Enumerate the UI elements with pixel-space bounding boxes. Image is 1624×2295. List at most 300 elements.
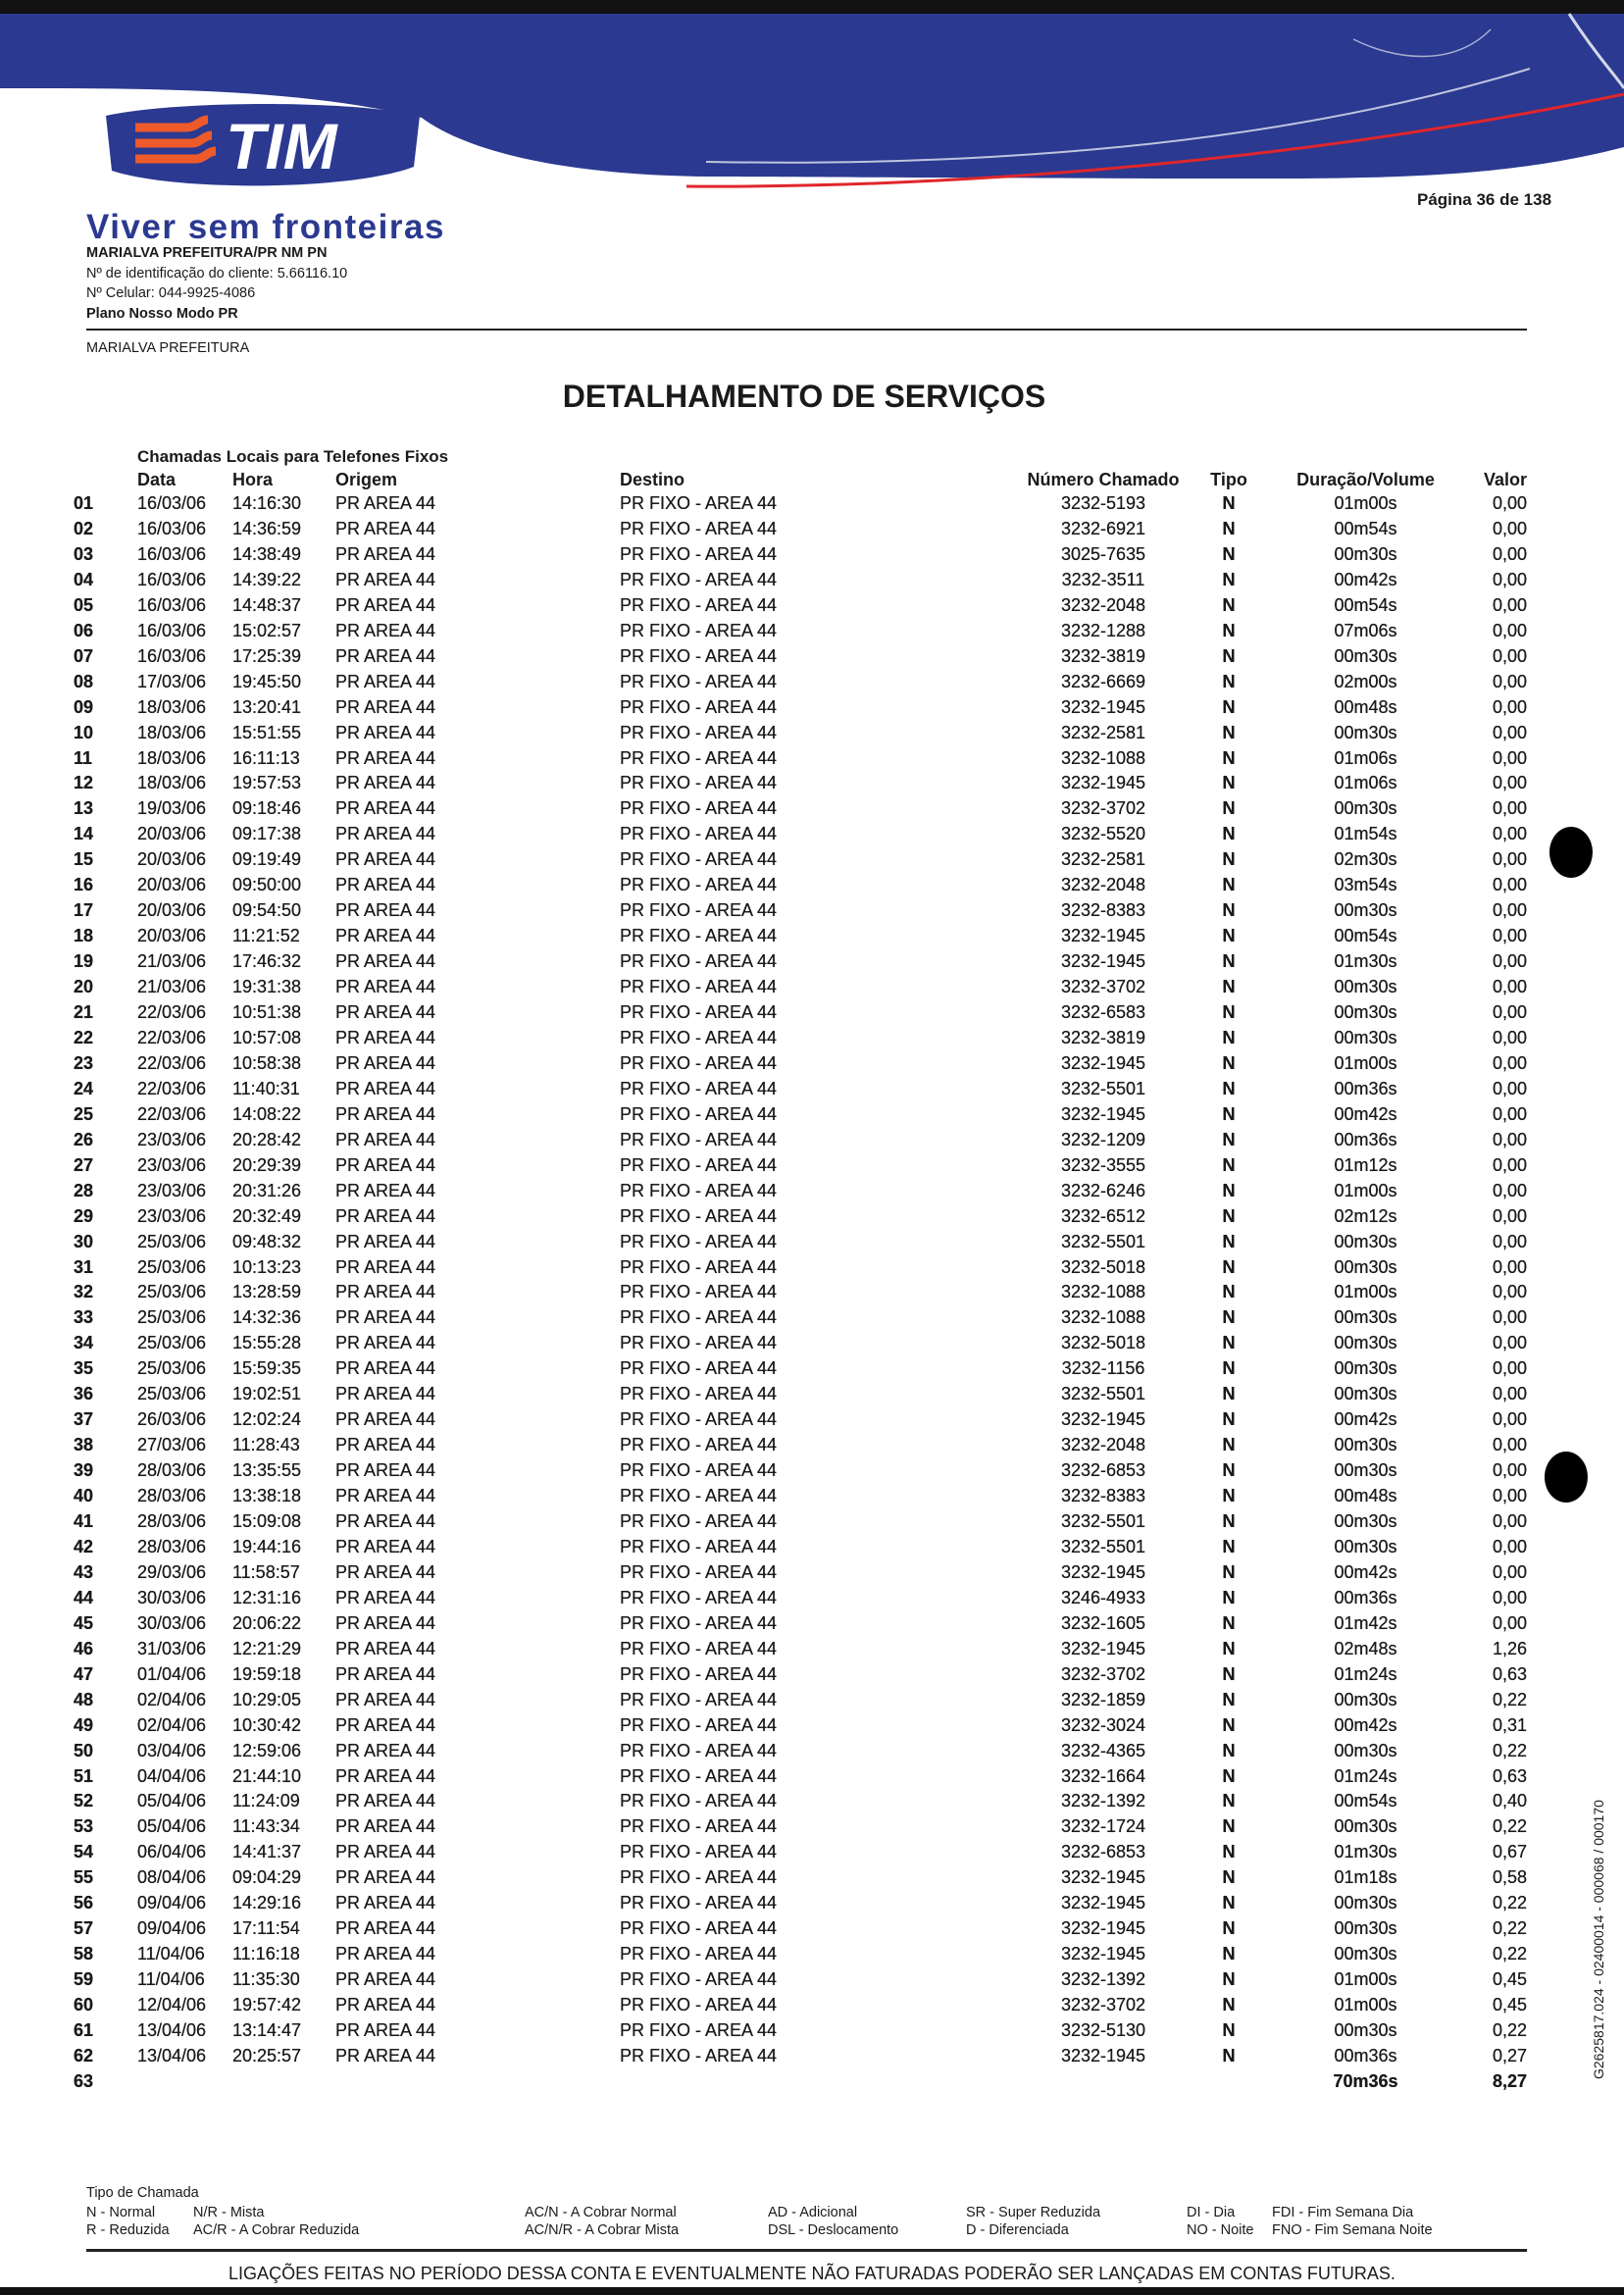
origin: PR AREA 44: [335, 1587, 436, 1607]
origin: PR AREA 44: [335, 1384, 436, 1404]
date: 20/03/06: [137, 900, 207, 921]
duration: 00m30s: [1334, 1740, 1397, 1760]
duration: 01m42s: [1334, 1612, 1397, 1633]
called-number: 3232-1945: [1060, 1944, 1146, 1964]
called-number: 3232-6246: [1060, 1180, 1146, 1200]
called-number: 3232-8383: [1060, 900, 1146, 921]
duration: 00m36s: [1334, 1078, 1397, 1098]
destination: PR FIXO - AREA 44: [620, 1460, 778, 1481]
origin: PR AREA 44: [335, 875, 436, 895]
value: 0,00: [1492, 1333, 1527, 1353]
origin: PR AREA 44: [335, 2045, 436, 2066]
value: 0,00: [1492, 1511, 1527, 1531]
punch-hole: [1545, 1452, 1588, 1503]
destination: PR FIXO - AREA 44: [620, 671, 778, 691]
called-number: 3232-2048: [1060, 1435, 1146, 1455]
duration: 00m30s: [1334, 1460, 1397, 1481]
row-number: 27: [74, 1154, 94, 1175]
call-type: N: [1222, 1714, 1236, 1735]
date: 16/03/06: [137, 645, 207, 666]
duration: 00m30s: [1334, 1536, 1397, 1556]
time: 11:24:09: [232, 1791, 300, 1811]
date: 22/03/06: [137, 1052, 207, 1073]
row-number: 44: [74, 1587, 94, 1607]
destination: PR FIXO - AREA 44: [620, 722, 778, 742]
origin: PR AREA 44: [335, 1944, 436, 1964]
origin: PR AREA 44: [335, 1256, 436, 1277]
account-name: MARIALVA PREFEITURA: [86, 340, 250, 356]
called-number: 3232-5018: [1060, 1333, 1146, 1353]
value: 0,00: [1492, 1587, 1527, 1607]
duration: 00m30s: [1334, 1307, 1397, 1328]
destination: PR FIXO - AREA 44: [620, 977, 778, 997]
call-type: N: [1222, 1384, 1236, 1404]
destination: PR FIXO - AREA 44: [620, 1893, 778, 1913]
row-number: 51: [74, 1765, 94, 1786]
row-number: 28: [74, 1180, 94, 1200]
col-header-duracao: Duração/Volume: [1296, 470, 1435, 489]
value: 0,00: [1492, 747, 1527, 768]
date: 23/03/06: [137, 1129, 207, 1149]
duration: 00m30s: [1334, 645, 1397, 666]
call-type: N: [1222, 849, 1236, 870]
time: 11:40:31: [232, 1078, 300, 1098]
time: 20:31:26: [232, 1180, 302, 1200]
date: 25/03/06: [137, 1333, 207, 1353]
destination: PR FIXO - AREA 44: [620, 798, 778, 819]
value: 0,00: [1492, 798, 1527, 819]
legend-item: AD - Adicional: [768, 2205, 858, 2220]
destination: PR FIXO - AREA 44: [620, 1129, 778, 1149]
called-number: 3232-1945: [1060, 1409, 1146, 1430]
call-type: N: [1222, 1536, 1236, 1556]
value: 0,00: [1492, 1561, 1527, 1582]
destination: PR FIXO - AREA 44: [620, 2020, 778, 2040]
date: 09/04/06: [137, 1893, 207, 1913]
date: 28/03/06: [137, 1460, 207, 1481]
called-number: 3232-1945: [1060, 1893, 1146, 1913]
value: 0,00: [1492, 824, 1527, 844]
row-number: 19: [74, 951, 94, 972]
row-number: 52: [74, 1791, 94, 1811]
date: 21/03/06: [137, 977, 207, 997]
called-number: 3232-3819: [1060, 1027, 1146, 1047]
called-number: 3232-3511: [1061, 569, 1145, 589]
call-type: N: [1222, 2020, 1236, 2040]
call-type: N: [1222, 1409, 1236, 1430]
value: 0,00: [1492, 1205, 1527, 1226]
origin: PR AREA 44: [335, 1078, 436, 1098]
called-number: 3232-5130: [1060, 2020, 1146, 2040]
destination: PR FIXO - AREA 44: [620, 1307, 778, 1328]
time: 12:31:16: [232, 1587, 302, 1607]
duration: 00m54s: [1334, 926, 1397, 946]
time: 10:57:08: [232, 1027, 302, 1047]
time: 10:13:23: [232, 1256, 302, 1277]
duration: 00m42s: [1334, 1714, 1397, 1735]
date: 22/03/06: [137, 1078, 207, 1098]
origin: PR AREA 44: [335, 1282, 436, 1302]
call-type: N: [1222, 1511, 1236, 1531]
row-number: 57: [74, 1918, 94, 1939]
duration: 01m18s: [1334, 1867, 1397, 1888]
row-number: 16: [74, 875, 94, 895]
duration: 00m30s: [1334, 1689, 1397, 1709]
call-type: N: [1222, 747, 1236, 768]
value: 0,27: [1492, 2045, 1527, 2066]
destination: PR FIXO - AREA 44: [620, 1435, 778, 1455]
value: 0,00: [1492, 1435, 1527, 1455]
call-type: N: [1222, 1256, 1236, 1277]
date: 08/04/06: [137, 1867, 207, 1888]
cell-number: Nº Celular: 044-9925-4086: [86, 285, 256, 301]
date: 18/03/06: [137, 722, 207, 742]
time: 11:21:52: [232, 926, 300, 946]
destination: PR FIXO - AREA 44: [620, 773, 778, 793]
called-number: 3232-1392: [1060, 1791, 1146, 1811]
row-number: 53: [74, 1816, 94, 1837]
called-number: 3232-6583: [1060, 1002, 1146, 1022]
origin: PR AREA 44: [335, 594, 436, 615]
destination: PR FIXO - AREA 44: [620, 1714, 778, 1735]
call-type: N: [1222, 1231, 1236, 1251]
destination: PR FIXO - AREA 44: [620, 1282, 778, 1302]
origin: PR AREA 44: [335, 1740, 436, 1760]
date: 16/03/06: [137, 543, 207, 564]
duration: 00m30s: [1334, 1816, 1397, 1837]
row-number: 32: [74, 1282, 94, 1302]
value: 0,00: [1492, 1052, 1527, 1073]
date: 25/03/06: [137, 1358, 207, 1379]
destination: PR FIXO - AREA 44: [620, 1995, 778, 2015]
duration: 01m00s: [1334, 1995, 1397, 2015]
row-number: 12: [74, 773, 94, 793]
duration: 00m30s: [1334, 1358, 1397, 1379]
origin: PR AREA 44: [335, 518, 436, 538]
called-number: 3232-3702: [1060, 798, 1146, 819]
call-type: N: [1222, 1587, 1236, 1607]
value: 0,00: [1492, 1307, 1527, 1328]
origin: PR AREA 44: [335, 747, 436, 768]
punch-hole: [1549, 827, 1593, 878]
total-value: 8,27: [1492, 2071, 1527, 2091]
destination: PR FIXO - AREA 44: [620, 1180, 778, 1200]
destination: PR FIXO - AREA 44: [620, 849, 778, 870]
time: 20:25:57: [232, 2045, 302, 2066]
row-number: 13: [74, 798, 94, 819]
origin: PR AREA 44: [335, 1561, 436, 1582]
value: 0,00: [1492, 594, 1527, 615]
call-type: N: [1222, 1689, 1236, 1709]
row-number: 61: [74, 2020, 94, 2040]
destination: PR FIXO - AREA 44: [620, 1816, 778, 1837]
value: 0,00: [1492, 1612, 1527, 1633]
called-number: 3232-3702: [1060, 977, 1146, 997]
destination: PR FIXO - AREA 44: [620, 824, 778, 844]
call-type: N: [1222, 1638, 1236, 1658]
time: 09:50:00: [232, 875, 302, 895]
row-number: 60: [74, 1995, 94, 2015]
duration: 01m24s: [1334, 1663, 1397, 1684]
call-type: N: [1222, 1460, 1236, 1481]
row-number: 49: [74, 1714, 94, 1735]
date: 25/03/06: [137, 1282, 207, 1302]
origin: PR AREA 44: [335, 1536, 436, 1556]
origin: PR AREA 44: [335, 1205, 436, 1226]
called-number: 3232-2581: [1060, 849, 1146, 870]
time: 15:02:57: [232, 620, 302, 640]
time: 20:06:22: [232, 1612, 302, 1633]
date: 04/04/06: [137, 1765, 207, 1786]
duration: 01m06s: [1334, 773, 1397, 793]
duration: 00m30s: [1334, 722, 1397, 742]
origin: PR AREA 44: [335, 645, 436, 666]
called-number: 3232-1605: [1060, 1612, 1146, 1633]
called-number: 3232-5018: [1060, 1256, 1146, 1277]
time: 09:54:50: [232, 900, 302, 921]
origin: PR AREA 44: [335, 1460, 436, 1481]
destination: PR FIXO - AREA 44: [620, 1486, 778, 1506]
time: 09:19:49: [232, 849, 302, 870]
time: 15:51:55: [232, 722, 302, 742]
destination: PR FIXO - AREA 44: [620, 1587, 778, 1607]
duration: 00m30s: [1334, 1027, 1397, 1047]
date: 18/03/06: [137, 773, 207, 793]
footer-divider: [86, 2249, 1527, 2252]
destination: PR FIXO - AREA 44: [620, 747, 778, 768]
duration: 01m24s: [1334, 1765, 1397, 1786]
called-number: 3232-6853: [1060, 1460, 1146, 1481]
origin: PR AREA 44: [335, 1995, 436, 2015]
col-header-tipo: Tipo: [1210, 470, 1247, 489]
time: 19:44:16: [232, 1536, 302, 1556]
duration: 00m30s: [1334, 977, 1397, 997]
row-number: 20: [74, 977, 94, 997]
value: 0,00: [1492, 722, 1527, 742]
origin: PR AREA 44: [335, 1612, 436, 1633]
value: 0,22: [1492, 1893, 1527, 1913]
row-number: 24: [74, 1078, 94, 1098]
date: 22/03/06: [137, 1002, 207, 1022]
destination: PR FIXO - AREA 44: [620, 696, 778, 717]
called-number: 3232-1392: [1060, 1969, 1146, 1990]
destination: PR FIXO - AREA 44: [620, 1231, 778, 1251]
call-type: N: [1222, 1002, 1236, 1022]
value: 1,26: [1492, 1638, 1527, 1658]
row-number: 18: [74, 926, 94, 946]
row-number: 48: [74, 1689, 94, 1709]
call-type: N: [1222, 543, 1236, 564]
time: 09:48:32: [232, 1231, 302, 1251]
value: 0,00: [1492, 1460, 1527, 1481]
duration: 02m00s: [1334, 671, 1397, 691]
destination: PR FIXO - AREA 44: [620, 493, 778, 513]
date: 20/03/06: [137, 875, 207, 895]
call-type: N: [1222, 1740, 1236, 1760]
call-type: N: [1222, 1918, 1236, 1939]
date: 05/04/06: [137, 1791, 207, 1811]
time: 17:46:32: [232, 951, 302, 972]
value: 0,00: [1492, 1231, 1527, 1251]
duration: 00m30s: [1334, 1002, 1397, 1022]
row-number: 11: [74, 747, 93, 768]
date: 20/03/06: [137, 849, 207, 870]
destination: PR FIXO - AREA 44: [620, 1103, 778, 1124]
row-number: 55: [74, 1867, 94, 1888]
duration: 00m30s: [1334, 1384, 1397, 1404]
duration: 00m30s: [1334, 1231, 1397, 1251]
value: 0,00: [1492, 875, 1527, 895]
date: 20/03/06: [137, 926, 207, 946]
row-number: 36: [74, 1384, 94, 1404]
origin: PR AREA 44: [335, 1765, 436, 1786]
called-number: 3232-3024: [1060, 1714, 1146, 1735]
value: 0,00: [1492, 1154, 1527, 1175]
total-duration: 70m36s: [1333, 2071, 1398, 2091]
legend-item: N/R - Mista: [193, 2205, 265, 2220]
duration: 02m48s: [1334, 1638, 1397, 1658]
col-header-hora: Hora: [232, 470, 274, 489]
destination: PR FIXO - AREA 44: [620, 569, 778, 589]
called-number: 3232-6669: [1060, 671, 1146, 691]
value: 0,00: [1492, 1180, 1527, 1200]
date: 23/03/06: [137, 1205, 207, 1226]
called-number: 3232-1088: [1060, 1282, 1146, 1302]
destination: PR FIXO - AREA 44: [620, 594, 778, 615]
row-number: 10: [74, 722, 94, 742]
call-type: N: [1222, 1612, 1236, 1633]
duration: 00m30s: [1334, 1893, 1397, 1913]
origin: PR AREA 44: [335, 1918, 436, 1939]
time: 10:29:05: [232, 1689, 302, 1709]
origin: PR AREA 44: [335, 1409, 436, 1430]
value: 0,22: [1492, 1944, 1527, 1964]
value: 0,00: [1492, 1129, 1527, 1149]
legend-item: FNO - Fim Semana Noite: [1272, 2222, 1433, 2238]
value: 0,00: [1492, 620, 1527, 640]
duration: 00m54s: [1334, 1791, 1397, 1811]
value: 0,45: [1492, 1995, 1527, 2015]
date: 26/03/06: [137, 1409, 207, 1430]
row-number: 34: [74, 1333, 94, 1353]
destination: PR FIXO - AREA 44: [620, 1384, 778, 1404]
origin: PR AREA 44: [335, 1842, 436, 1862]
origin: PR AREA 44: [335, 977, 436, 997]
destination: PR FIXO - AREA 44: [620, 1256, 778, 1277]
duration: 07m06s: [1334, 620, 1397, 640]
origin: PR AREA 44: [335, 951, 436, 972]
time: 12:21:29: [232, 1638, 302, 1658]
date: 01/04/06: [137, 1663, 207, 1684]
row-number: 50: [74, 1740, 94, 1760]
value: 0,00: [1492, 900, 1527, 921]
time: 19:02:51: [232, 1384, 302, 1404]
col-header-data: Data: [137, 470, 177, 489]
row-number: 14: [74, 824, 94, 844]
destination: PR FIXO - AREA 44: [620, 1740, 778, 1760]
time: 16:11:13: [232, 747, 300, 768]
date: 17/03/06: [137, 671, 207, 691]
date: 03/04/06: [137, 1740, 207, 1760]
legend-item: AC/N/R - A Cobrar Mista: [525, 2222, 680, 2238]
duration: 02m30s: [1334, 849, 1397, 870]
time: 19:57:42: [232, 1995, 302, 2015]
origin: PR AREA 44: [335, 1893, 436, 1913]
time: 20:28:42: [232, 1129, 302, 1149]
slogan: Viver sem fronteiras: [86, 208, 445, 246]
called-number: 3232-1945: [1060, 1638, 1146, 1658]
call-type: N: [1222, 1282, 1236, 1302]
value: 0,00: [1492, 645, 1527, 666]
time: 10:51:38: [232, 1002, 302, 1022]
row-number: 58: [74, 1944, 94, 1964]
row-number: 15: [74, 849, 94, 870]
time: 10:30:42: [232, 1714, 302, 1735]
call-type: N: [1222, 1944, 1236, 1964]
called-number: 3232-1209: [1060, 1129, 1146, 1149]
called-number: 3232-1288: [1060, 620, 1146, 640]
header-divider: [86, 329, 1527, 331]
row-number: 37: [74, 1409, 94, 1430]
row-number: 62: [74, 2045, 94, 2066]
call-type: N: [1222, 1435, 1236, 1455]
col-header-numero: Número Chamado: [1027, 470, 1180, 489]
legend-item: DI - Dia: [1187, 2205, 1236, 2220]
destination: PR FIXO - AREA 44: [620, 1078, 778, 1098]
row-number: 54: [74, 1842, 94, 1862]
value: 0,22: [1492, 1740, 1527, 1760]
called-number: 3232-1088: [1060, 1307, 1146, 1328]
value: 0,45: [1492, 1969, 1527, 1990]
destination: PR FIXO - AREA 44: [620, 1969, 778, 1990]
row-number: 22: [74, 1027, 94, 1047]
duration: 00m42s: [1334, 1409, 1397, 1430]
duration: 00m30s: [1334, 798, 1397, 819]
page-title: DETALHAMENTO DE SERVIÇOS: [562, 379, 1046, 414]
called-number: 3232-5501: [1060, 1231, 1146, 1251]
date: 16/03/06: [137, 518, 207, 538]
time: 09:17:38: [232, 824, 302, 844]
value: 0,63: [1492, 1765, 1527, 1786]
value: 0,00: [1492, 1103, 1527, 1124]
time: 14:36:59: [232, 518, 302, 538]
origin: PR AREA 44: [335, 620, 436, 640]
time: 13:38:18: [232, 1486, 302, 1506]
svg-text:TIM: TIM: [226, 110, 337, 182]
destination: PR FIXO - AREA 44: [620, 926, 778, 946]
legend-title: Tipo de Chamada: [86, 2185, 199, 2201]
time: 11:28:43: [232, 1435, 300, 1455]
col-header-origem: Origem: [335, 470, 398, 489]
client-id: Nº de identificação do cliente: 5.66116.10: [86, 266, 348, 281]
duration: 00m30s: [1334, 900, 1397, 921]
duration: 00m30s: [1334, 543, 1397, 564]
duration: 00m36s: [1334, 1129, 1397, 1149]
value: 0,00: [1492, 1282, 1527, 1302]
called-number: 3232-1945: [1060, 1867, 1146, 1888]
duration: 02m12s: [1334, 1205, 1397, 1226]
origin: PR AREA 44: [335, 722, 436, 742]
call-type: N: [1222, 951, 1236, 972]
called-number: 3232-6512: [1060, 1205, 1146, 1226]
row-number: 59: [74, 1969, 94, 1990]
destination: PR FIXO - AREA 44: [620, 1791, 778, 1811]
row-number: 40: [74, 1486, 94, 1506]
destination: PR FIXO - AREA 44: [620, 1663, 778, 1684]
duration: 00m30s: [1334, 1944, 1397, 1964]
origin: PR AREA 44: [335, 1791, 436, 1811]
call-type: N: [1222, 1791, 1236, 1811]
